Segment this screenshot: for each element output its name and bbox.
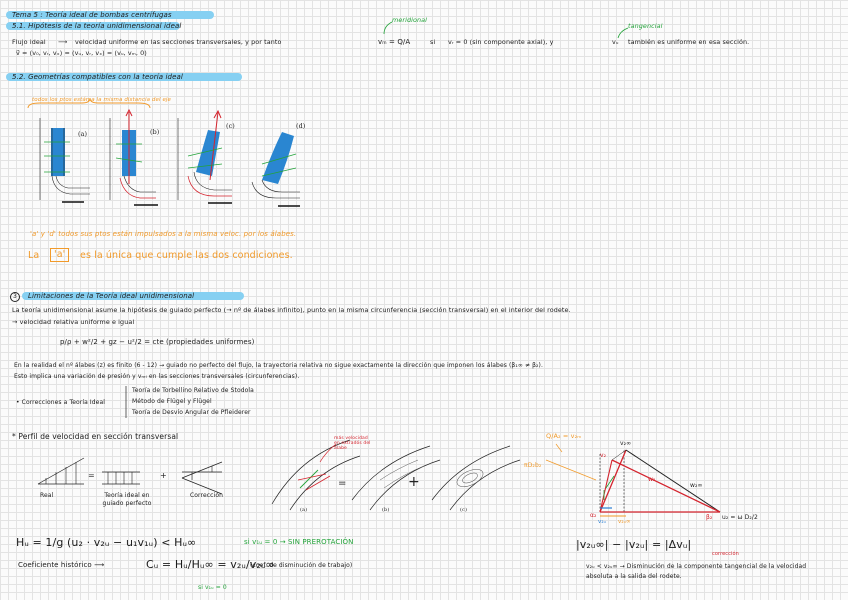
svg-text:+: + bbox=[408, 474, 420, 490]
v2uinf-label: v₂ᵤ∞ bbox=[618, 519, 631, 525]
pi-label: πD₂b₂ bbox=[524, 462, 542, 469]
figure-d-label: (d) bbox=[296, 122, 306, 130]
profile-heading: * Perfil de velocidad en sección transversal bbox=[12, 432, 179, 441]
meridional-label: meridional bbox=[392, 16, 428, 24]
channel-b-label: (b) bbox=[382, 507, 390, 513]
limitations-line-1: La teoría unidimensional asume la hipótesis de guiado perfecto (→ nº de álabes infinito), punto en la misma circunferencia (sección transversal) en el interior del rodete. bbox=[12, 306, 571, 314]
qa-label: Q/A₂ = v₂ₘ bbox=[546, 432, 582, 440]
note-a-boxed: 'a' bbox=[50, 248, 69, 262]
coef-si-note: si v₁ᵤ = 0 bbox=[198, 584, 227, 591]
channel-a-label: (a) bbox=[300, 507, 308, 513]
limitations-line-4: Esto implica una variación de presión y vᵣₑₗ en las secciones transversales (circunferencias). bbox=[14, 373, 300, 380]
profile-corr-label: Corrección bbox=[190, 492, 223, 499]
bernoulli-equation: p/ρ + w²/2 + gz − u²/2 = cte (propiedades uniformes) bbox=[60, 338, 255, 346]
vr-condition: vᵣ = 0 (sin componente axial), y bbox=[448, 38, 554, 46]
tangencial-label: tangencial bbox=[628, 22, 663, 30]
uniform-velocity-text: velocidad uniforme en las secciones transversales, y por tanto bbox=[75, 38, 282, 46]
triangle-conclusion: v₂ᵤ < v₂ᵤ∞ → Disminución de la componente tangencial de la velocidad absoluta a la salida del rodete. bbox=[586, 563, 807, 580]
coef-note: (coef. de disminución de trabajo) bbox=[250, 562, 353, 569]
note-la-prefix: La bbox=[28, 250, 40, 261]
beta2-label: β₂ bbox=[706, 514, 713, 521]
correction-stodola: Teoría de Torbellino Relativo de Stodola bbox=[132, 387, 254, 394]
w2inf-label: w₂∞ bbox=[690, 482, 703, 489]
correction-pfleiderer: Teoría de Desvío Angular de Pfleiderer bbox=[132, 409, 251, 416]
arrow-icon: ⟶ bbox=[58, 38, 68, 46]
w2-label: w₂ bbox=[648, 476, 656, 483]
delta-vu-equation: |v₂ᵤ∞| − |v₂ᵤ| = |Δvᵤ| bbox=[576, 538, 692, 551]
figure-b-label: (b) bbox=[150, 128, 160, 136]
limitations-line-2: → velocidad relativa uniforme e igual bbox=[12, 318, 135, 326]
correction-flugel: Método de Flügel y Flügel bbox=[132, 398, 212, 405]
coef-label: Coeficiente histórico ⟶ bbox=[18, 561, 105, 569]
v2u-label: v₂ᵤ bbox=[598, 519, 606, 525]
note-a-d: 'a' y 'd' todos sus ptos están impulsados a la misma veloc. por los álabes. bbox=[30, 230, 297, 238]
vm-equation: vₘ = Q/A bbox=[378, 38, 411, 46]
svg-text:=: = bbox=[88, 471, 95, 480]
note-unica: es la única que cumple las dos condiciones. bbox=[80, 250, 293, 261]
profile-ideal-label: Teoría ideal en guiado perfecto bbox=[102, 492, 152, 507]
svg-text:=: = bbox=[338, 478, 347, 489]
section-number-circle: 3 bbox=[10, 292, 20, 302]
figure-a-label: (a) bbox=[78, 130, 88, 138]
coef-equation: Cᵤ = Hᵤ/Hᵤ∞ = v₂ᵤ/v₂ᵤ∞ bbox=[146, 558, 275, 571]
section-2-heading: 5.2. Geometrías compatibles con la teoría ideal bbox=[6, 73, 242, 81]
uniform-tail-text: también es uniforme en esa sección. bbox=[628, 38, 750, 46]
u2-label: u₂ = ω D₂/2 bbox=[722, 514, 758, 521]
alpha2-label: α₂ bbox=[590, 512, 597, 519]
hu-equation: Hᵤ = 1/g (u₂ · v₂ᵤ − u₁v₁ᵤ) < Hᵤ∞ bbox=[16, 536, 197, 549]
v2-label: v₂ bbox=[600, 452, 607, 459]
hu-note: si v₁ᵤ = 0 → SIN PREROTACIÓN bbox=[244, 538, 354, 546]
si-label: si bbox=[430, 38, 436, 46]
figure-c-label: (c) bbox=[226, 122, 235, 130]
brace-note: todos los ptos están a la misma distancia del eje bbox=[32, 97, 172, 103]
delta-vu-note: corrección bbox=[712, 551, 739, 557]
channel-c-label: (c) bbox=[460, 507, 468, 513]
velocity-vector-eq: v⃗ = (v₀, vᵣ, vₓ) = (vᵤ, vᵣ, vₓ) = (vᵤ, vₘ, 0) bbox=[16, 49, 147, 57]
v2inf-label: v₂∞ bbox=[620, 440, 632, 447]
section-1-heading: 5.1. Hipótesis de la teoría unidimensional ideal bbox=[6, 22, 180, 30]
flujo-ideal-label: Flujo ideal bbox=[12, 38, 46, 46]
topic-title: Tema 5 : Teoría ideal de bombas centrífugas bbox=[6, 11, 214, 19]
channel-note: más velocidad en extradós del álabe bbox=[334, 436, 371, 451]
corrections-label: • Correcciones a Teoría Ideal bbox=[16, 399, 105, 406]
limitations-line-3: En la realidad el nº álabes (z) es finito (6 - 12) → guiado no perfecto del flujo, la trayectoria relativa no sigue exactamente la dirección que imponen los álabes (β₁∞ ≠ β₂). bbox=[14, 362, 543, 369]
vu-symbol: vᵤ bbox=[612, 38, 619, 46]
profile-real-label: Real bbox=[40, 492, 54, 499]
section-3-heading: Limitaciones de la Teoría ideal unidimensional bbox=[22, 292, 244, 300]
svg-text:+: + bbox=[160, 471, 167, 480]
